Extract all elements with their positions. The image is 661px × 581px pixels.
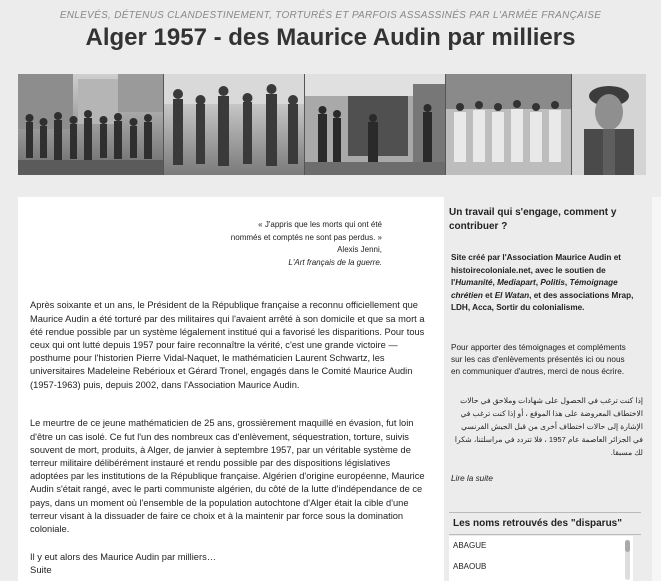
sidebar-heading: Un travail qui s'engage, comment y contribuer ? <box>449 207 617 232</box>
header-banner-photos <box>18 74 646 175</box>
article-paragraph-3: Il y eut alors des Maurice Audin par milliers… <box>30 552 217 563</box>
sidebar-arabic-text: إذا كنت ترغب في الحصول على شهادات وملاحق في حالات الاختطاف المعروضة على هذا الموقع ، أو إذا كنت ترغب في الإشارة إلى حالات اختطاف أخرى من قبل الجيش الفرنسي في الجزائر العاصمة عام 1957 ، فلا تتردد في مراسلتنا، شكرا لك مسبقا. <box>454 396 643 457</box>
site-tagline: ENLEVÉS, DÉTENUS CLANDESTINEMENT, TORTURÉS ET PARFOIS ASSASSINÉS PAR L'ARMÉE FRANÇAISE <box>59 10 602 21</box>
names-list-scroll-thumb[interactable] <box>625 540 630 552</box>
banner-photo-collage <box>18 74 646 175</box>
site-title[interactable]: Alger 1957 - des Maurice Audin par milliers <box>85 24 576 51</box>
quote-author: Alexis Jenni, <box>337 245 382 254</box>
sidebar-credits: Site créé par l'Association Maurice Audin et histoirecoloniale.net, avec le soutien de l'Humanité, Mediapart, Politis, Témoignage chrétien et El Watan, et des associations Mrap, LDH, Acca, Sortir du colonialisme. <box>451 253 634 312</box>
names-list-item[interactable]: ABAGUE <box>453 541 487 550</box>
names-list[interactable] <box>449 536 633 581</box>
read-more-link[interactable]: Suite <box>30 565 52 576</box>
right-page-edge <box>652 197 661 581</box>
sidebar <box>449 206 647 581</box>
epigraph-quote <box>182 219 382 269</box>
sidebar-contribute-text: Pour apporter des témoignages et compléments sur les cas d'enlèvements présentés ici ou nous en communiquer d'autres, merci de nous écrire. <box>451 343 626 376</box>
quote-book: L'Art français de la guerre. <box>288 257 382 267</box>
quote-line-1: « J'appris que les morts qui ont été <box>258 220 382 229</box>
names-list-heading: Les noms retrouvés des "disparus" <box>449 512 641 535</box>
names-list-scrollbar[interactable] <box>625 540 630 580</box>
main-content <box>18 197 444 581</box>
article-paragraph-1: Après soixante et un ans, le Président de la République française a reconnu officiellement que Maurice Audin a été torturé par des militaires qui l'avaient arrêté à son domicile et que sa mort a été rendue possible par un système légalement institué qui a favorisé les disparitions. Pour tous ceux qui ont lutté depuis 1957 pour faire reconnaître la vérité, c'est une grande victoire — posthume pour l'historien Pierre Vidal-Naquet, le mathématicien Laurent Schwartz, les universitaires Madeleine Rebérioux et Gérard Tronel, engagés dans le Comité Maurice Audin (1957-1963) puis, depuis 2002, dans l'Association Maurice Audin. <box>30 300 425 390</box>
quote-line-2: nommés et comptés ne sont pas perdus. » <box>230 232 382 242</box>
site-header <box>0 0 661 66</box>
sidebar-read-more-link[interactable]: Lire la suite <box>451 474 493 483</box>
article-paragraph-2: Le meurtre de ce jeune mathématicien de 25 ans, grossièrement maquillé en évasion, fut loin d'être un cas isolé. Ce fut l'un des nombreux cas d'enlèvement, séquestration, torture, suivis souvent de mort, produits, à Alger, de janvier à septembre 1957, par un véritable système de terreur militaire délibérément instauré et rendu possible par des dispositions législatives adoptées par les institutions de la République française. Algérien d'origine européenne, Maurice Audin s'était rangé, avec le parti communiste algérien, du côté de la lutte d'indépendance de ce pays, dans un moment où l'ensemble de la population autochtone d'Alger était la cible d'une terreur visant à la dissuader de faire ce choix et à la maintenir par force sous la domination coloniale. <box>30 418 425 534</box>
names-list-item[interactable]: ABAOUB <box>453 562 487 571</box>
